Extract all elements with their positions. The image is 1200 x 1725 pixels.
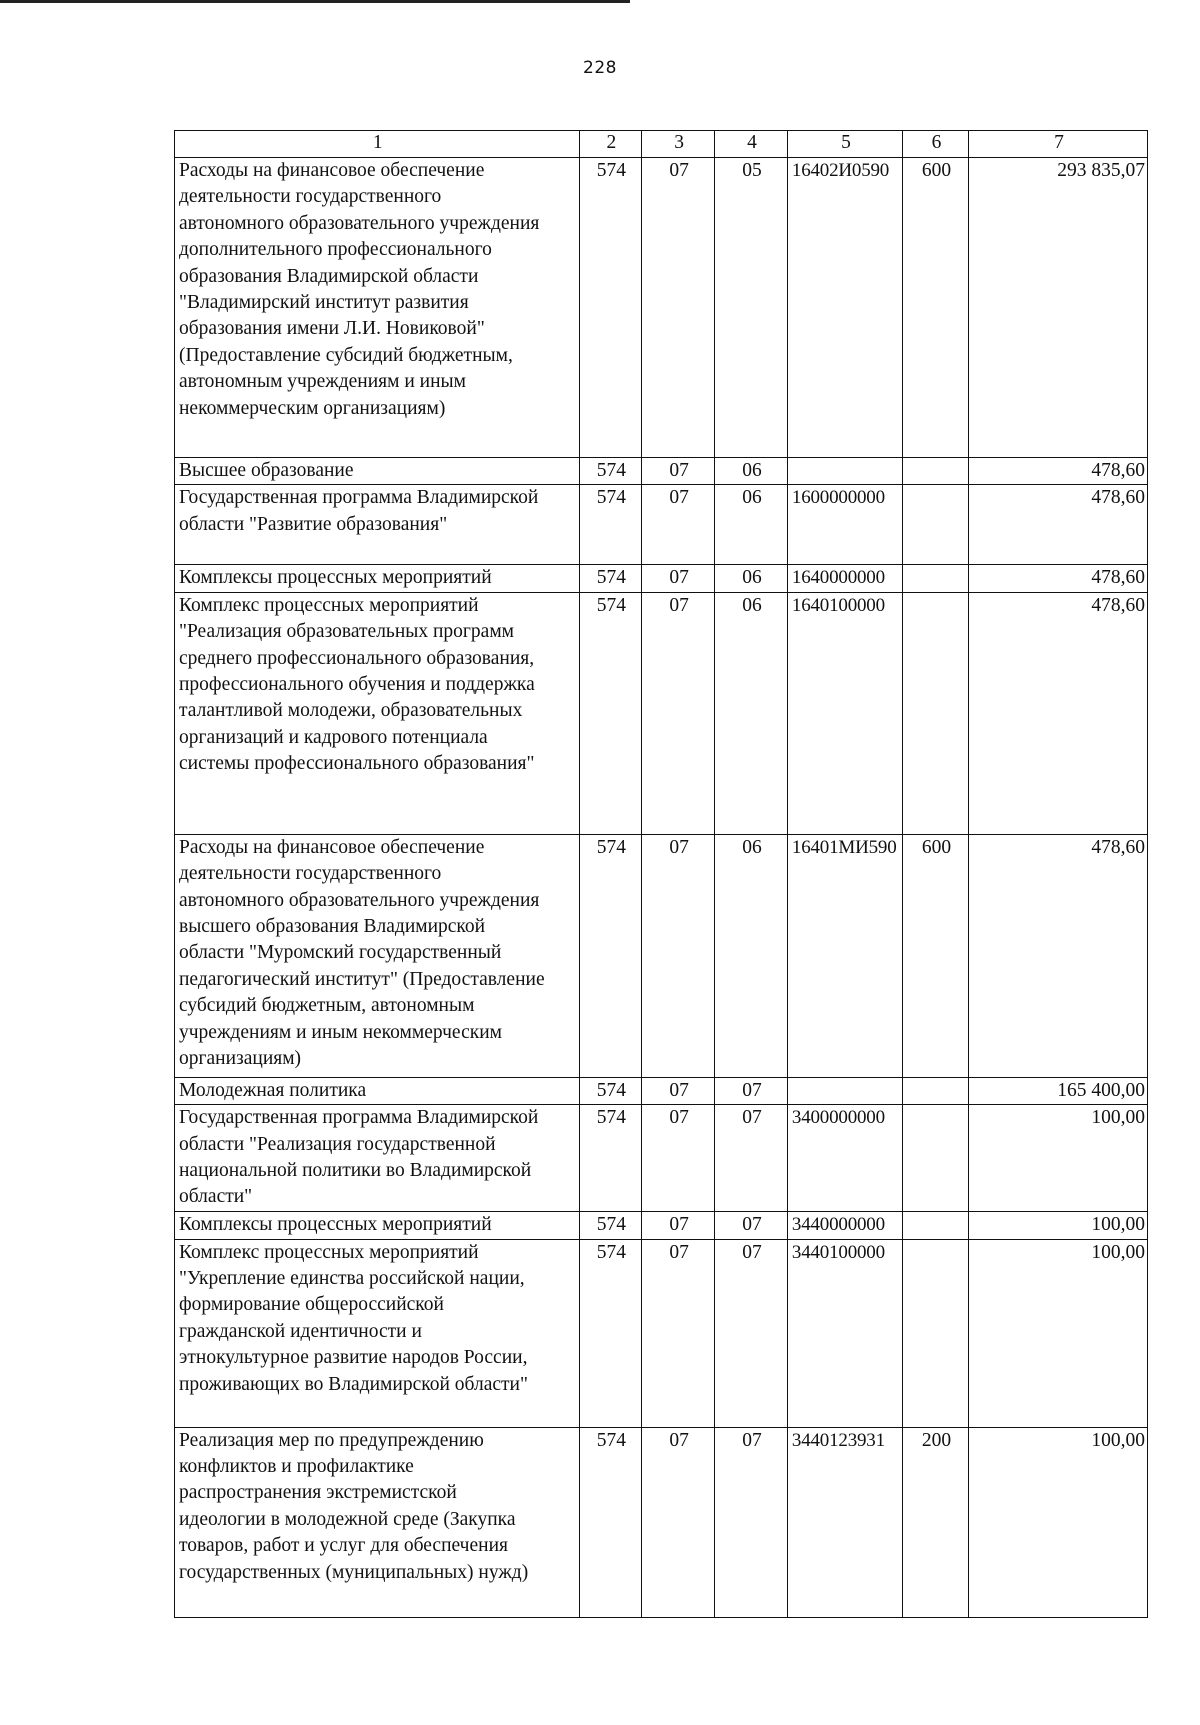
column-header-5: 5 [787,131,902,158]
row-section: 07 [642,565,715,592]
row-grbs: 574 [579,1212,642,1239]
row-name: Молодежная политика [175,1077,580,1104]
row-expense-type [903,1239,969,1427]
row-grbs: 574 [579,1077,642,1104]
row-target-code: 16402И0590 [787,158,902,458]
row-target-code: 3440000000 [787,1212,902,1239]
row-name: Расходы на финансовое обеспечение деятельности государственного автономного образовательного учреждения высшего образования Владимирской области "Муромский государственный педагогический институт" (Предоставление субсидий бюджетным, автономным учреждениям и иным некоммерческим организациям) [175,834,580,1077]
row-name: Комплексы процессных мероприятий [175,565,580,592]
row-amount: 478,60 [968,485,1147,565]
row-expense-type [903,1212,969,1239]
row-expense-type [903,458,969,485]
row-grbs: 574 [579,834,642,1077]
row-section: 07 [642,1427,715,1617]
table-row [175,1105,1148,1212]
row-grbs: 574 [579,565,642,592]
page-number: 228 [583,58,617,78]
row-target-code: 1640000000 [787,565,902,592]
row-subsection: 07 [715,1105,788,1212]
row-target-code [787,458,902,485]
row-section: 07 [642,1105,715,1212]
budget-table [174,130,1148,1618]
row-grbs: 574 [579,458,642,485]
row-name: Расходы на финансовое обеспечение деятельности государственного автономного образовательного учреждения дополнительного профессионального образования Владимирской области "Владимирский институт развития образования имени Л.И. Новиковой" (Предоставление субсидий бюджетным, автономным учреждениям и иным некоммерческим организациям) [175,158,580,458]
row-subsection: 07 [715,1427,788,1617]
column-header-7: 7 [968,131,1147,158]
row-subsection: 07 [715,1239,788,1427]
row-grbs: 574 [579,592,642,834]
row-grbs: 574 [579,158,642,458]
row-subsection: 06 [715,834,788,1077]
row-expense-type [903,1105,969,1212]
row-amount: 165 400,00 [968,1077,1147,1104]
row-expense-type: 600 [903,834,969,1077]
table-row [175,158,1148,458]
table-row [175,1077,1148,1104]
table-header-row [175,131,1148,158]
table-row [175,592,1148,834]
row-subsection: 06 [715,458,788,485]
column-header-4: 4 [715,131,788,158]
table-row [175,565,1148,592]
row-amount: 478,60 [968,458,1147,485]
row-target-code: 1640100000 [787,592,902,834]
row-amount: 293 835,07 [968,158,1147,458]
row-subsection: 06 [715,565,788,592]
row-amount: 100,00 [968,1212,1147,1239]
row-target-code: 16401МИ590 [787,834,902,1077]
row-name: Государственная программа Владимирской области "Развитие образования" [175,485,580,565]
table-row [175,458,1148,485]
row-section: 07 [642,485,715,565]
row-name: Высшее образование [175,458,580,485]
row-subsection: 05 [715,158,788,458]
row-grbs: 574 [579,1105,642,1212]
row-name: Комплекс процессных мероприятий "Реализация образовательных программ среднего профессионального образования, профессионального обучения и поддержка талантливой молодежи, образовательных организаций и кадрового потенциала системы профессионального образования" [175,592,580,834]
row-amount: 100,00 [968,1427,1147,1617]
row-name: Комплексы процессных мероприятий [175,1212,580,1239]
row-subsection: 07 [715,1212,788,1239]
row-expense-type [903,485,969,565]
table-row [175,834,1148,1077]
row-grbs: 574 [579,485,642,565]
row-section: 07 [642,1077,715,1104]
row-amount: 100,00 [968,1239,1147,1427]
row-grbs: 574 [579,1239,642,1427]
column-header-6: 6 [903,131,969,158]
row-target-code: 3440123931 [787,1427,902,1617]
table-row [175,1212,1148,1239]
row-subsection: 06 [715,485,788,565]
column-header-2: 2 [579,131,642,158]
row-amount: 478,60 [968,834,1147,1077]
row-section: 07 [642,1212,715,1239]
row-amount: 478,60 [968,592,1147,834]
row-target-code: 1600000000 [787,485,902,565]
row-amount: 100,00 [968,1105,1147,1212]
table-row [175,1427,1148,1617]
row-name: Комплекс процессных мероприятий "Укрепление единства российской нации, формирование общероссийской гражданской идентичности и этнокультурное развитие народов России, проживающих во Владимирской области" [175,1239,580,1427]
row-target-code: 3440100000 [787,1239,902,1427]
row-expense-type: 200 [903,1427,969,1617]
table-row [175,485,1148,565]
column-header-3: 3 [642,131,715,158]
row-amount: 478,60 [968,565,1147,592]
row-expense-type [903,1077,969,1104]
row-name: Государственная программа Владимирской области "Реализация государственной национальной политики во Владимирской области" [175,1105,580,1212]
row-section: 07 [642,834,715,1077]
row-expense-type: 600 [903,158,969,458]
row-subsection: 07 [715,1077,788,1104]
column-header-1: 1 [175,131,580,158]
row-subsection: 06 [715,592,788,834]
row-section: 07 [642,1239,715,1427]
row-section: 07 [642,458,715,485]
row-target-code: 3400000000 [787,1105,902,1212]
row-expense-type [903,592,969,834]
row-expense-type [903,565,969,592]
table-row [175,1239,1148,1427]
row-name: Реализация мер по предупреждению конфликтов и профилактике распространения экстремистской идеологии в молодежной среде (Закупка товаров, работ и услуг для обеспечения государственных (муниципальных) нужд) [175,1427,580,1617]
row-section: 07 [642,158,715,458]
row-target-code [787,1077,902,1104]
row-grbs: 574 [579,1427,642,1617]
top-border-line [0,0,630,3]
row-section: 07 [642,592,715,834]
